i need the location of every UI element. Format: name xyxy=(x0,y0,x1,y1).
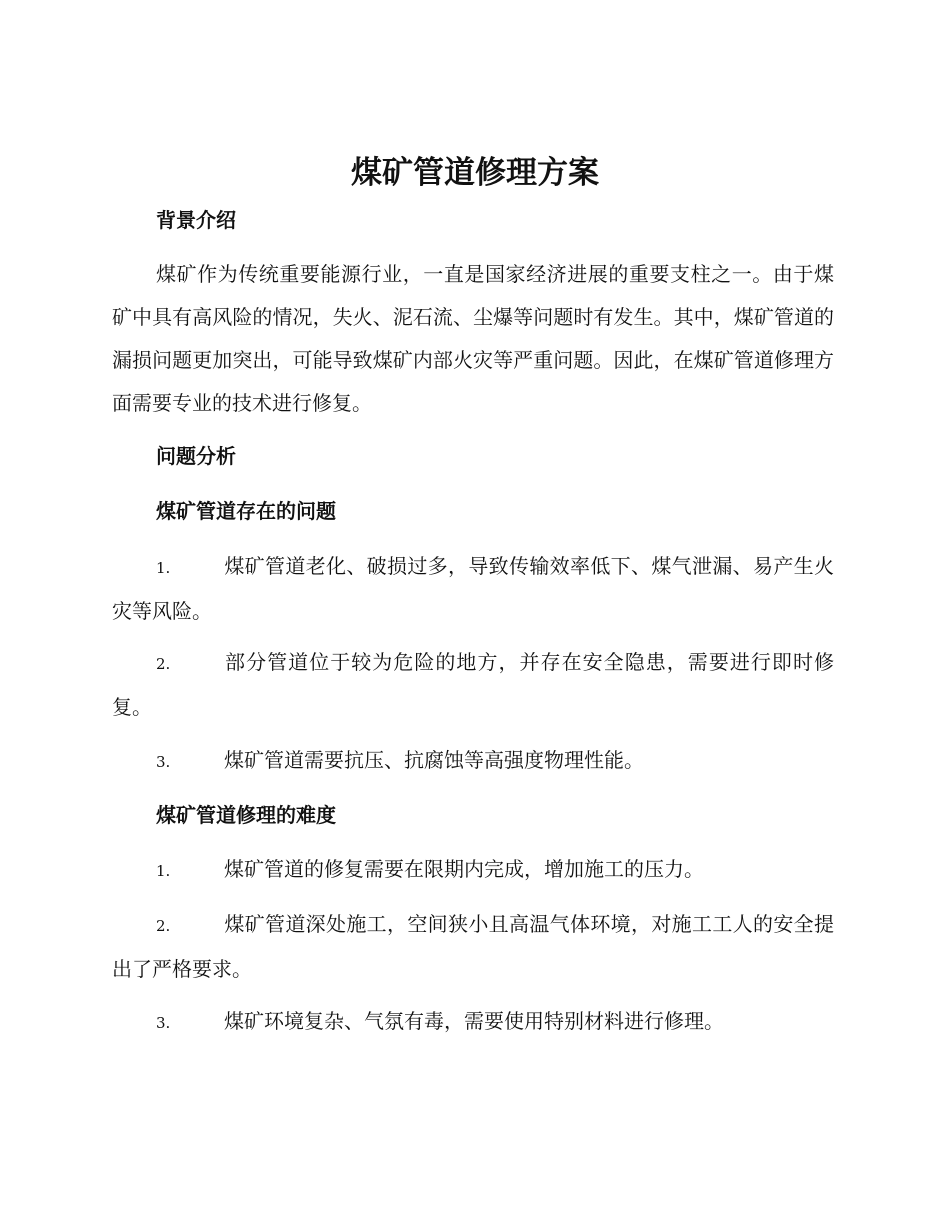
list-item-problem-2 xyxy=(112,641,834,729)
list-item-problem-1 xyxy=(112,545,834,633)
list-item-text: 煤矿管道深处施工，空间狭小且高温气体环境，对施工工人的安全提出了严格要求。 xyxy=(112,912,834,981)
list-item-problem-3 xyxy=(112,739,834,784)
list-item-text: 煤矿管道的修复需要在限期内完成，增加施工的压力。 xyxy=(224,857,704,881)
document-title: 煤矿管道修理方案 xyxy=(351,155,599,191)
list-item-difficulty-3 xyxy=(112,1000,834,1045)
heading-problems: 煤矿管道存在的问题 xyxy=(156,499,336,523)
list-item-text: 部分管道位于较为危险的地方，并存在安全隐患，需要进行即时修复。 xyxy=(112,650,834,719)
list-item-text: 煤矿环境复杂、气氛有毒，需要使用特别材料进行修理。 xyxy=(224,1009,724,1033)
heading-background: 背景介绍 xyxy=(156,208,236,232)
list-item-text: 煤矿管道需要抗压、抗腐蚀等高强度物理性能。 xyxy=(224,748,644,772)
list-item-difficulty-2 xyxy=(112,903,834,991)
list-number: 2. xyxy=(156,917,171,935)
heading-analysis: 问题分析 xyxy=(156,444,236,468)
list-item-text: 煤矿管道老化、破损过多，导致传输效率低下、煤气泄漏、易产生火灾等风险。 xyxy=(112,554,834,623)
list-number: 3. xyxy=(156,753,171,771)
list-number: 3. xyxy=(156,1014,171,1032)
list-item-difficulty-1 xyxy=(112,848,834,893)
list-number: 2. xyxy=(156,655,171,673)
list-number: 1. xyxy=(156,862,171,880)
list-number: 1. xyxy=(156,559,171,577)
heading-difficulty: 煤矿管道修理的难度 xyxy=(156,803,336,827)
paragraph-background: 煤矿作为传统重要能源行业，一直是国家经济进展的重要支柱之一。由于煤矿中具有高风险的情况，失火、泥石流、尘爆等问题时有发生。其中，煤矿管道的漏损问题更加突出，可能导致煤矿内部火灾等严重问题。因此，在煤矿管道修理方面需要专业的技术进行修复。 xyxy=(112,262,834,415)
